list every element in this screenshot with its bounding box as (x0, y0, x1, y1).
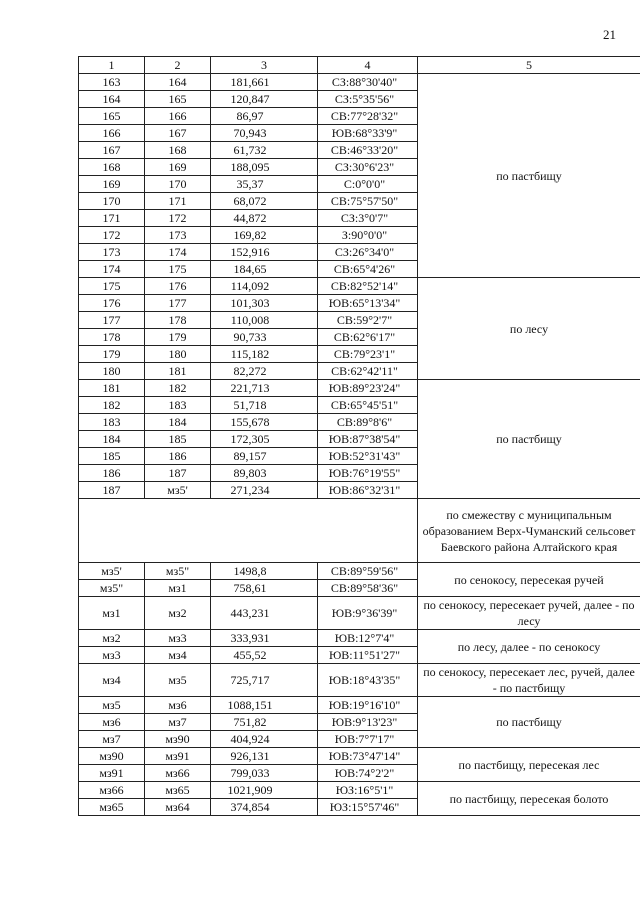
length-cell: 35,37 (211, 176, 318, 193)
to-point-cell: мз7 (145, 714, 211, 731)
table-row (79, 278, 640, 295)
segment-description: по сенокосу, пересекает лес, ручей, далее - по пастбищу (418, 664, 640, 697)
to-point-cell: 179 (145, 329, 211, 346)
length-cell: 181,661 (211, 74, 318, 91)
length-cell: 90,733 (211, 329, 318, 346)
from-point-cell: 187 (79, 482, 145, 499)
to-point-cell: мз5" (145, 563, 211, 580)
length-cell: 172,305 (211, 431, 318, 448)
bearing-cell: ЮВ:12°7'4" (318, 630, 418, 647)
to-point-cell: мз90 (145, 731, 211, 748)
from-point-cell: 180 (79, 363, 145, 380)
to-point-cell: 181 (145, 363, 211, 380)
segment-description: по пастбищу (418, 380, 640, 499)
bearing-cell: ЮВ:65°13'34" (318, 295, 418, 312)
length-cell: 169,82 (211, 227, 318, 244)
length-cell: 184,65 (211, 261, 318, 278)
segment-description: по лесу (418, 278, 640, 380)
length-cell: 70,943 (211, 125, 318, 142)
to-point-cell: 187 (145, 465, 211, 482)
length-cell: 404,924 (211, 731, 318, 748)
to-point-cell: 164 (145, 74, 211, 91)
segment-description: по сенокосу, пересекает ручей, далее - по лесу (418, 597, 640, 630)
bearing-cell: ЮВ:86°32'31" (318, 482, 418, 499)
bearing-cell: СЗ:26°34'0" (318, 244, 418, 261)
to-point-cell: 186 (145, 448, 211, 465)
to-point-cell: мз66 (145, 765, 211, 782)
from-point-cell: 169 (79, 176, 145, 193)
bearing-cell: СВ:75°57'50" (318, 193, 418, 210)
bearing-cell: СВ:89°8'6" (318, 414, 418, 431)
bearing-cell: ЮВ:19°16'10" (318, 697, 418, 714)
bearing-cell: СВ:79°23'1" (318, 346, 418, 363)
length-cell: 115,182 (211, 346, 318, 363)
length-cell: 333,931 (211, 630, 318, 647)
bearing-cell: СВ:59°2'7" (318, 312, 418, 329)
to-point-cell: 174 (145, 244, 211, 261)
table-row (79, 499, 640, 563)
to-point-cell: 165 (145, 91, 211, 108)
bearing-cell: ЮВ:9°36'39" (318, 597, 418, 630)
to-point-cell: мз6 (145, 697, 211, 714)
table-row (79, 380, 640, 397)
to-point-cell: 182 (145, 380, 211, 397)
bearing-cell: ЮВ:76°19'55" (318, 465, 418, 482)
length-cell: 152,916 (211, 244, 318, 261)
from-point-cell: 174 (79, 261, 145, 278)
from-point-cell: 172 (79, 227, 145, 244)
length-cell: 82,272 (211, 363, 318, 380)
from-point-cell: мз65 (79, 799, 145, 816)
table-row (79, 782, 640, 799)
from-point-cell: 165 (79, 108, 145, 125)
to-point-cell: 184 (145, 414, 211, 431)
to-point-cell: мз1 (145, 580, 211, 597)
from-point-cell: мз7 (79, 731, 145, 748)
length-cell: 61,732 (211, 142, 318, 159)
to-point-cell: мз3 (145, 630, 211, 647)
to-point-cell: 175 (145, 261, 211, 278)
length-cell: 89,157 (211, 448, 318, 465)
from-point-cell: 185 (79, 448, 145, 465)
bearing-cell: ЮВ:73°47'14" (318, 748, 418, 765)
to-point-cell: 177 (145, 295, 211, 312)
length-cell: 926,131 (211, 748, 318, 765)
length-cell: 799,033 (211, 765, 318, 782)
header-row (79, 57, 640, 74)
length-cell: 110,008 (211, 312, 318, 329)
bearing-cell: ЮЗ:15°57'46" (318, 799, 418, 816)
bearing-cell: ЮВ:74°2'2" (318, 765, 418, 782)
from-point-cell: мз6 (79, 714, 145, 731)
segment-description: по сенокосу, пересекая ручей (418, 563, 640, 597)
length-cell: 221,713 (211, 380, 318, 397)
bearing-cell: СВ:82°52'14" (318, 278, 418, 295)
bearing-cell: ЮВ:11°51'27" (318, 647, 418, 664)
length-cell: 271,234 (211, 482, 318, 499)
length-cell: 751,82 (211, 714, 318, 731)
from-point-cell: 171 (79, 210, 145, 227)
bearing-cell: СВ:89°58'36" (318, 580, 418, 597)
bearing-cell: СВ:65°45'51" (318, 397, 418, 414)
to-point-cell: 172 (145, 210, 211, 227)
table-row (79, 597, 640, 630)
table-row (79, 664, 640, 697)
length-cell: 1088,151 (211, 697, 318, 714)
bearing-cell: ЮВ:7°7'17" (318, 731, 418, 748)
length-cell: 374,854 (211, 799, 318, 816)
from-point-cell: мз2 (79, 630, 145, 647)
bearing-cell: СЗ:3°0'7" (318, 210, 418, 227)
from-point-cell: 167 (79, 142, 145, 159)
bearing-cell: ЮВ:52°31'43" (318, 448, 418, 465)
length-cell: 44,872 (211, 210, 318, 227)
segment-description: по пастбищу (418, 697, 640, 748)
bearing-cell: ЮВ:18°43'35" (318, 664, 418, 697)
bearing-cell: ЮВ:87°38'54" (318, 431, 418, 448)
from-point-cell: мз91 (79, 765, 145, 782)
to-point-cell: мз5' (145, 482, 211, 499)
boundary-table (78, 56, 640, 816)
from-point-cell: 177 (79, 312, 145, 329)
bearing-cell: СВ:46°33'20" (318, 142, 418, 159)
from-point-cell: мз66 (79, 782, 145, 799)
to-point-cell: 171 (145, 193, 211, 210)
bearing-cell: ЮВ:89°23'24" (318, 380, 418, 397)
from-point-cell: мз4 (79, 664, 145, 697)
from-point-cell: 186 (79, 465, 145, 482)
from-point-cell: 182 (79, 397, 145, 414)
to-point-cell: мз91 (145, 748, 211, 765)
column-header-2: 2 (145, 57, 211, 74)
bearing-cell: СВ:62°42'11" (318, 363, 418, 380)
to-point-cell: мз65 (145, 782, 211, 799)
to-point-cell: 183 (145, 397, 211, 414)
length-cell: 1498,8 (211, 563, 318, 580)
from-point-cell: 173 (79, 244, 145, 261)
from-point-cell: 183 (79, 414, 145, 431)
to-point-cell: мз5 (145, 664, 211, 697)
page-number: 21 (603, 27, 616, 42)
segment-description: по пастбищу (418, 74, 640, 278)
to-point-cell: 167 (145, 125, 211, 142)
from-point-cell: мз1 (79, 597, 145, 630)
bearing-cell: ЮВ:9°13'23" (318, 714, 418, 731)
bearing-cell: СВ:77°28'32" (318, 108, 418, 125)
column-header-1: 1 (79, 57, 145, 74)
segment-description: по лесу, далее - по сенокосу (418, 630, 640, 664)
length-cell: 51,718 (211, 397, 318, 414)
length-cell: 86,97 (211, 108, 318, 125)
column-header-5: 5 (418, 57, 640, 74)
from-point-cell: мз90 (79, 748, 145, 765)
from-point-cell: 176 (79, 295, 145, 312)
to-point-cell: 178 (145, 312, 211, 329)
to-point-cell: 180 (145, 346, 211, 363)
to-point-cell: 168 (145, 142, 211, 159)
segment-description: по смежеству с муниципальным образованием Верх-Чуманский сельсовет Баевского района Алтайского края (418, 499, 640, 563)
bearing-cell: СВ:65°4'26" (318, 261, 418, 278)
segment-description: по пастбищу, пересекая лес (418, 748, 640, 782)
to-point-cell: мз4 (145, 647, 211, 664)
bearing-cell: СЗ:88°30'40" (318, 74, 418, 91)
from-point-cell: 181 (79, 380, 145, 397)
length-cell: 120,847 (211, 91, 318, 108)
empty-cell (79, 499, 418, 563)
to-point-cell: 166 (145, 108, 211, 125)
bearing-cell: СВ:62°6'17" (318, 329, 418, 346)
length-cell: 89,803 (211, 465, 318, 482)
bearing-cell: СВ:89°59'56" (318, 563, 418, 580)
from-point-cell: мз5 (79, 697, 145, 714)
length-cell: 455,52 (211, 647, 318, 664)
column-header-4: 4 (318, 57, 418, 74)
bearing-cell: СЗ:30°6'23" (318, 159, 418, 176)
from-point-cell: 170 (79, 193, 145, 210)
from-point-cell: 164 (79, 91, 145, 108)
to-point-cell: мз2 (145, 597, 211, 630)
length-cell: 758,61 (211, 580, 318, 597)
from-point-cell: мз5' (79, 563, 145, 580)
bearing-cell: ЮВ:68°33'9" (318, 125, 418, 142)
length-cell: 155,678 (211, 414, 318, 431)
from-point-cell: 175 (79, 278, 145, 295)
to-point-cell: мз64 (145, 799, 211, 816)
table-body (79, 74, 640, 816)
length-cell: 443,231 (211, 597, 318, 630)
to-point-cell: 176 (145, 278, 211, 295)
from-point-cell: 179 (79, 346, 145, 363)
length-cell: 725,717 (211, 664, 318, 697)
column-header-3: 3 (211, 57, 318, 74)
bearing-cell: СЗ:5°35'56" (318, 91, 418, 108)
length-cell: 1021,909 (211, 782, 318, 799)
from-point-cell: 184 (79, 431, 145, 448)
to-point-cell: 169 (145, 159, 211, 176)
from-point-cell: 163 (79, 74, 145, 91)
from-point-cell: 166 (79, 125, 145, 142)
length-cell: 101,303 (211, 295, 318, 312)
to-point-cell: 185 (145, 431, 211, 448)
to-point-cell: 173 (145, 227, 211, 244)
from-point-cell: мз5" (79, 580, 145, 597)
table-row (79, 697, 640, 714)
length-cell: 114,092 (211, 278, 318, 295)
from-point-cell: мз3 (79, 647, 145, 664)
from-point-cell: 168 (79, 159, 145, 176)
table-row (79, 74, 640, 91)
table-row (79, 563, 640, 580)
to-point-cell: 170 (145, 176, 211, 193)
table-row (79, 748, 640, 765)
bearing-cell: З:90°0'0" (318, 227, 418, 244)
length-cell: 188,095 (211, 159, 318, 176)
from-point-cell: 178 (79, 329, 145, 346)
segment-description: по пастбищу, пересекая болото (418, 782, 640, 816)
bearing-cell: ЮЗ:16°5'1" (318, 782, 418, 799)
length-cell: 68,072 (211, 193, 318, 210)
bearing-cell: С:0°0'0" (318, 176, 418, 193)
table-row (79, 630, 640, 647)
